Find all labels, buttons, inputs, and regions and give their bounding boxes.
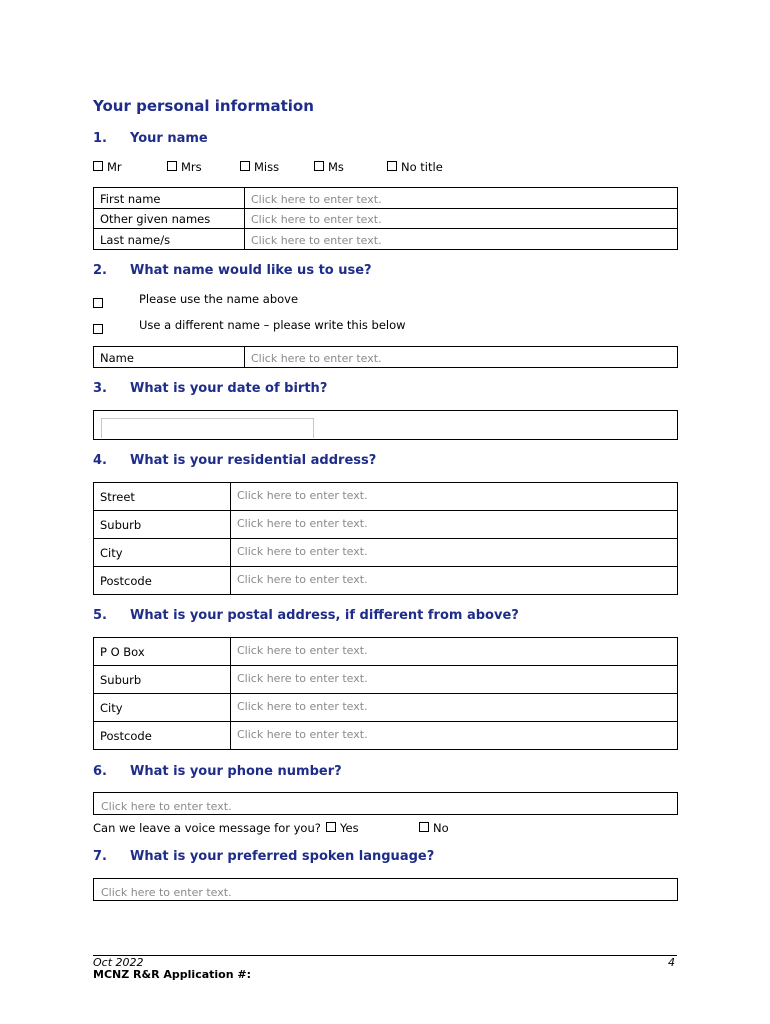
postcode-field[interactable]: Click here to enter text. — [231, 567, 678, 595]
q5-number: 5. — [93, 608, 107, 623]
table-row — [94, 666, 678, 694]
title-option-mr[interactable]: Mr — [93, 160, 122, 174]
postcode-label: Postcode — [94, 567, 231, 595]
postal-suburb-label: Suburb — [94, 666, 231, 694]
postal-city-label: City — [94, 694, 231, 722]
table-row — [94, 722, 678, 750]
city-field[interactable]: Click here to enter text. — [231, 539, 678, 567]
preferred-name-field[interactable]: Click here to enter text. — [245, 347, 678, 368]
other-given-names-field[interactable]: Click here to enter text. — [245, 209, 678, 229]
title-option-mrs[interactable]: Mrs — [167, 160, 202, 174]
title-option-miss[interactable]: Miss — [240, 160, 279, 174]
table-row — [94, 188, 678, 209]
table-row — [94, 511, 678, 539]
q7-number: 7. — [93, 849, 107, 864]
voice-message-question: Can we leave a voice message for you? — [93, 821, 321, 835]
table-row — [94, 638, 678, 666]
po-box-label: P O Box — [94, 638, 231, 666]
language-field[interactable]: Click here to enter text. — [101, 886, 232, 899]
table-row — [94, 539, 678, 567]
q1-number: 1. — [93, 131, 107, 146]
table-row — [94, 483, 678, 511]
last-name-label: Last name/s — [94, 229, 245, 250]
q3-number: 3. — [93, 381, 107, 396]
footer-application-number: MCNZ R&R Application #: — [93, 968, 252, 981]
postal-postcode-label: Postcode — [94, 722, 231, 750]
checkbox-icon[interactable] — [387, 161, 397, 171]
po-box-field[interactable]: Click here to enter text. — [231, 638, 678, 666]
name-table — [93, 187, 678, 250]
checkbox-icon[interactable] — [93, 324, 103, 334]
q7-heading: What is your preferred spoken language? — [130, 849, 435, 864]
checkbox-icon[interactable] — [314, 161, 324, 171]
first-name-label: First name — [94, 188, 245, 209]
table-row — [94, 567, 678, 595]
table-row — [94, 347, 678, 368]
postal-address-table — [93, 637, 678, 750]
use-name-above-label: Please use the name above — [139, 292, 299, 306]
checkbox-icon[interactable] — [240, 161, 250, 171]
first-name-field[interactable]: Click here to enter text. — [245, 188, 678, 209]
postal-suburb-field[interactable]: Click here to enter text. — [231, 666, 678, 694]
checkbox-icon[interactable] — [93, 161, 103, 171]
checkbox-icon[interactable] — [419, 822, 429, 832]
title-option-no-title[interactable]: No title — [387, 160, 443, 174]
footer-date: Oct 2022 — [93, 956, 144, 969]
preferred-name-label: Name — [94, 347, 245, 368]
checkbox-icon[interactable] — [326, 822, 336, 832]
q2-heading: What name would like us to use? — [130, 263, 372, 278]
checkbox-icon[interactable] — [167, 161, 177, 171]
q1-heading: Your name — [130, 131, 208, 146]
title-option-ms[interactable]: Ms — [314, 160, 344, 174]
suburb-label: Suburb — [94, 511, 231, 539]
checkbox-icon[interactable] — [93, 298, 103, 308]
q2-number: 2. — [93, 263, 107, 278]
phone-number-field[interactable]: Click here to enter text. — [101, 800, 232, 813]
q4-number: 4. — [93, 453, 107, 468]
section-title: Your personal information — [93, 97, 314, 115]
language-box — [93, 878, 678, 901]
use-different-name-label: Use a different name – please write this below — [139, 318, 406, 332]
q4-heading: What is your residential address? — [130, 453, 377, 468]
table-row — [94, 229, 678, 250]
postal-city-field[interactable]: Click here to enter text. — [231, 694, 678, 722]
date-of-birth-input[interactable] — [101, 418, 314, 438]
city-label: City — [94, 539, 231, 567]
voice-message-no[interactable]: No — [419, 821, 449, 835]
date-of-birth-box — [93, 410, 678, 440]
other-given-names-label: Other given names — [94, 209, 245, 229]
street-label: Street — [94, 483, 231, 511]
voice-message-yes[interactable]: Yes — [326, 821, 359, 835]
footer-page-number: 4 — [668, 956, 675, 969]
q6-heading: What is your phone number? — [130, 764, 342, 779]
postal-postcode-field[interactable]: Click here to enter text. — [231, 722, 678, 750]
q3-heading: What is your date of birth? — [130, 381, 328, 396]
suburb-field[interactable]: Click here to enter text. — [231, 511, 678, 539]
phone-number-box — [93, 792, 678, 815]
street-field[interactable]: Click here to enter text. — [231, 483, 678, 511]
preferred-name-table — [93, 346, 678, 368]
use-name-above-checkbox[interactable] — [93, 293, 107, 312]
q5-heading: What is your postal address, if different from above? — [130, 608, 519, 623]
last-name-field[interactable]: Click here to enter text. — [245, 229, 678, 250]
residential-address-table — [93, 482, 678, 595]
use-different-name-checkbox[interactable] — [93, 319, 107, 338]
q6-number: 6. — [93, 764, 107, 779]
footer-divider — [93, 955, 677, 956]
table-row — [94, 694, 678, 722]
table-row — [94, 209, 678, 229]
